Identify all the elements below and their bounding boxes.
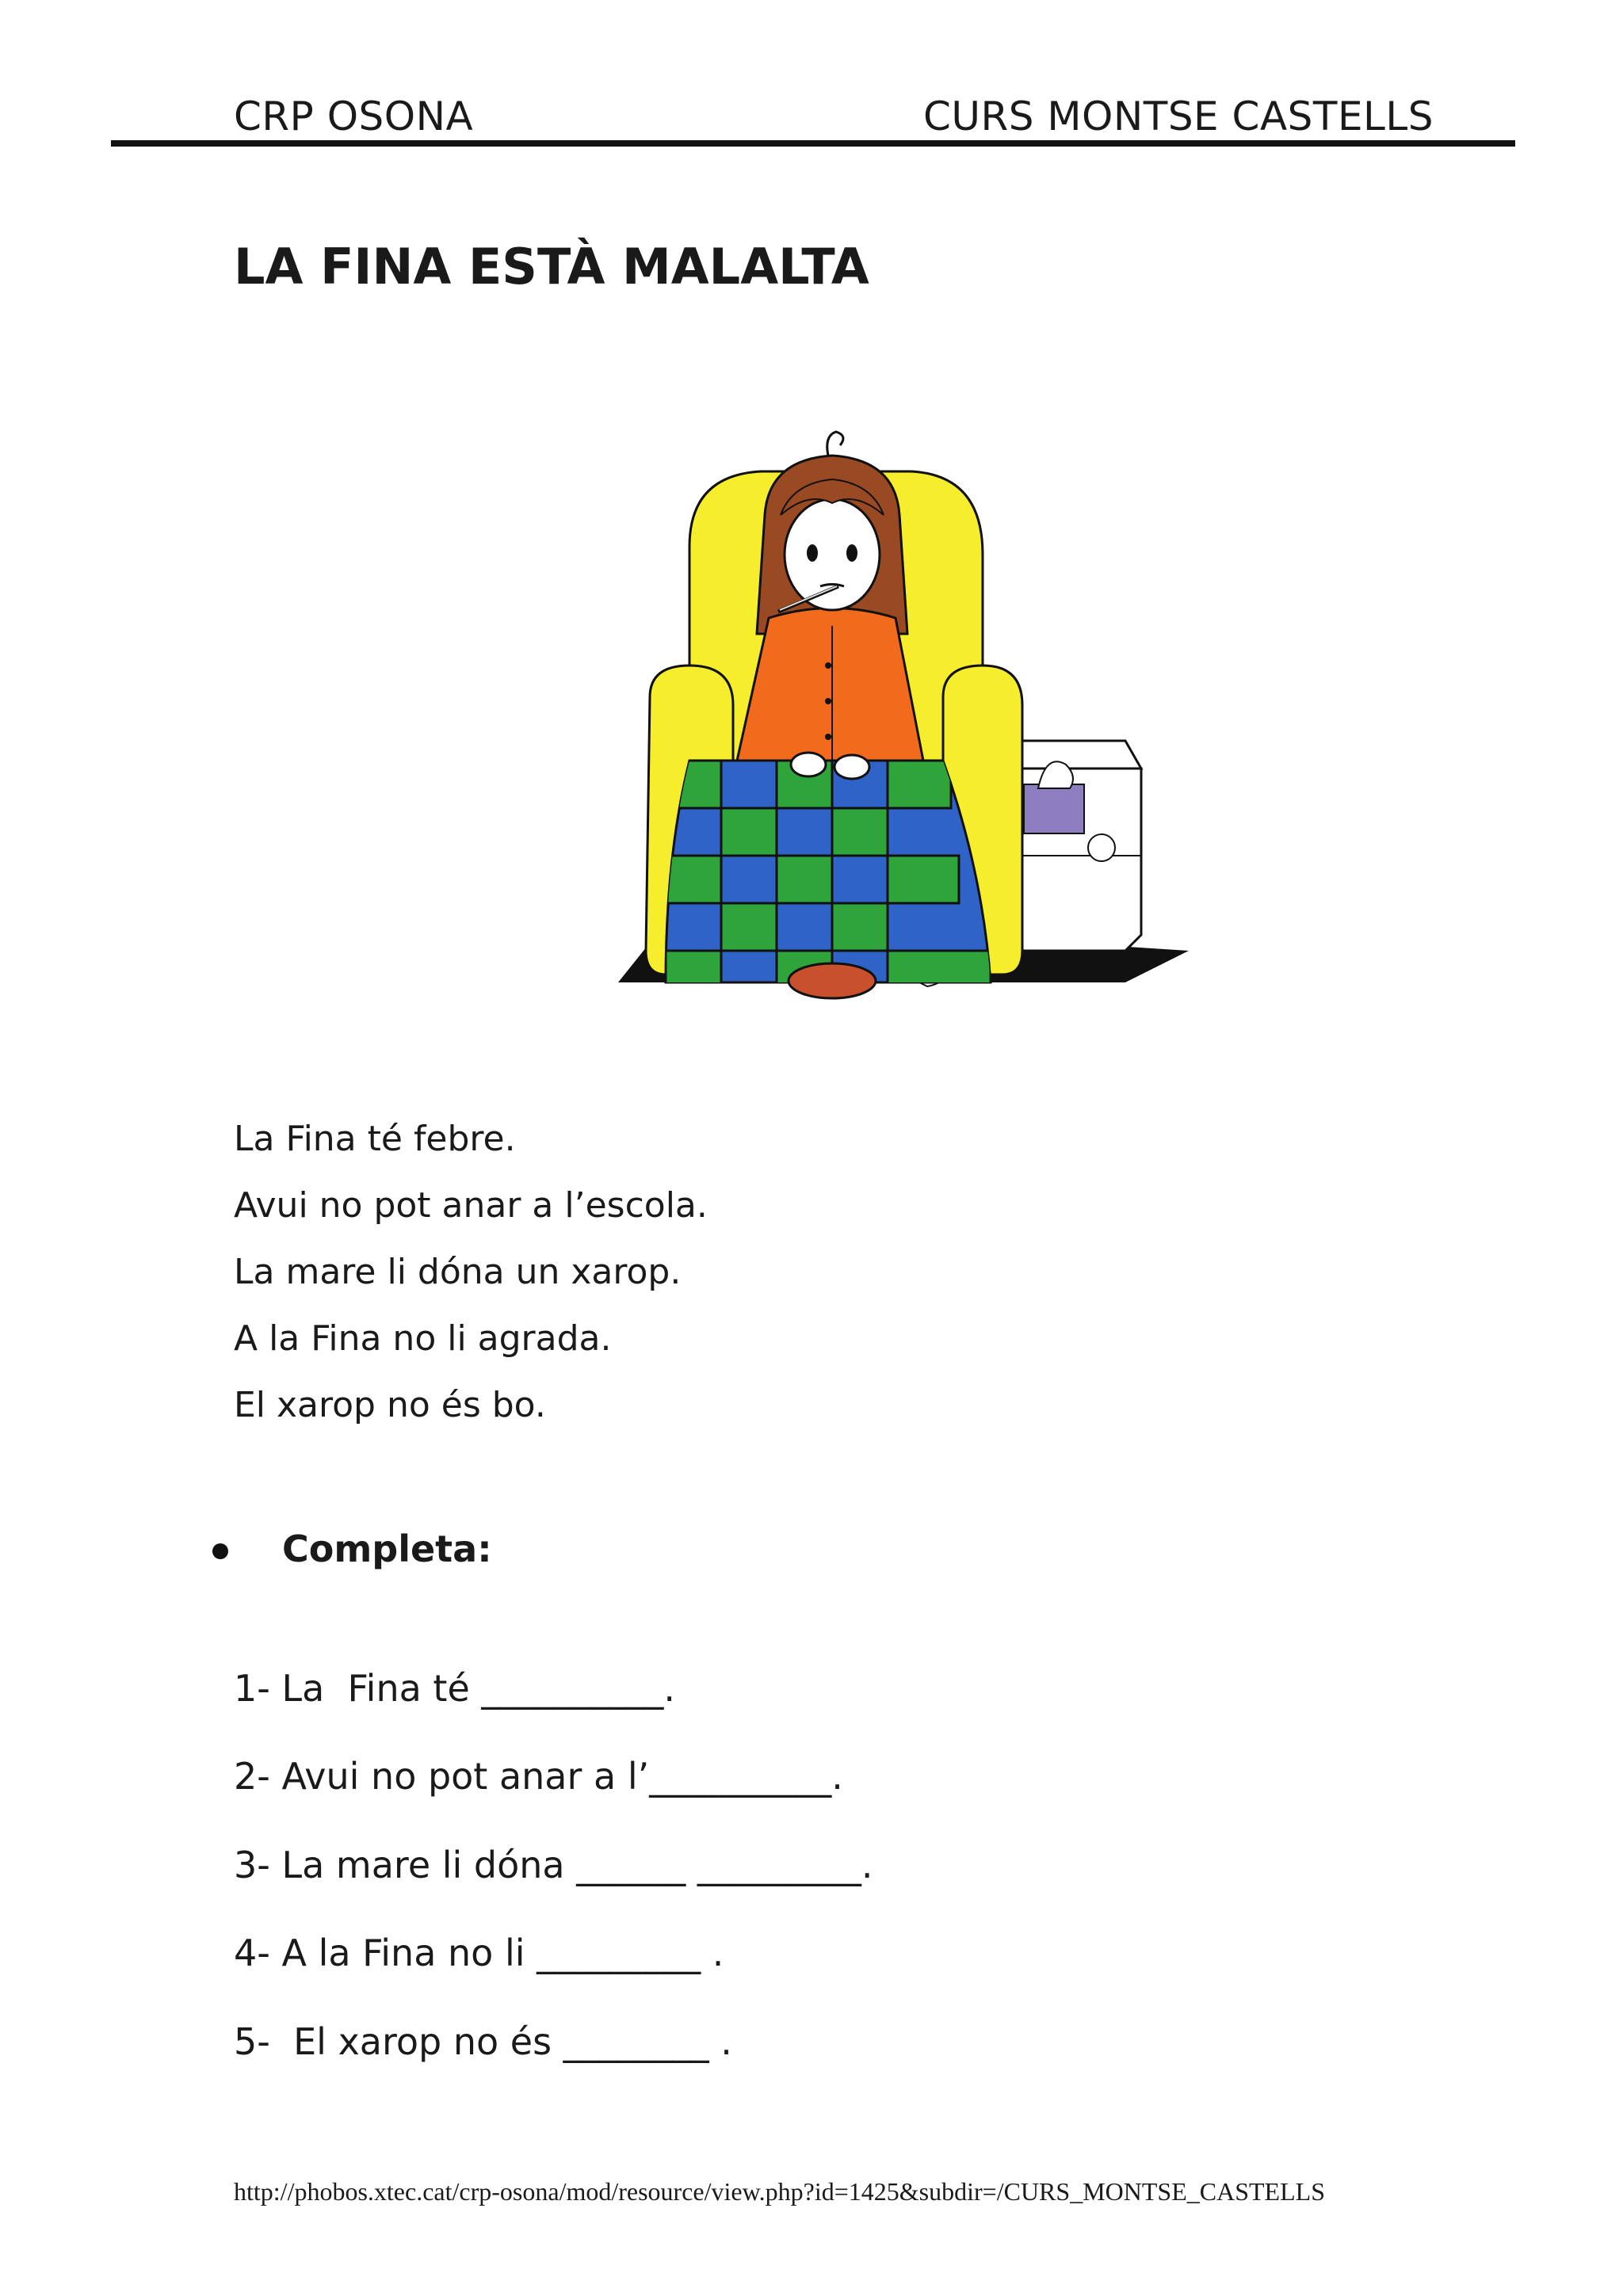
exercise-item: 5- El xarop no és ________ . xyxy=(234,2020,732,2063)
story-text xyxy=(234,1106,708,1439)
header-left: CRP OSONA xyxy=(234,93,474,139)
story-line: A la Fina no li agrada. xyxy=(234,1318,612,1359)
sick-girl-illustration xyxy=(571,428,1197,1014)
page-title: LA FINA ESTÀ MALALTA xyxy=(234,238,869,296)
illustrator-signature: CAROL xyxy=(1046,957,1084,970)
girl-face xyxy=(785,499,880,610)
exercise-item: 2- Avui no pot anar a l’__________. xyxy=(234,1755,843,1798)
tissue-box xyxy=(1024,784,1084,833)
exercise-item: 1- La Fina té __________. xyxy=(234,1667,675,1710)
exercise-item: 3- La mare li dóna ______ _________. xyxy=(234,1844,873,1886)
story-line: La mare li dóna un xarop. xyxy=(234,1252,682,1292)
exercise-item: 4- A la Fina no li _________ . xyxy=(234,1932,724,1974)
footer-url: http://phobos.xtec.cat/crp-osona/mod/resource/view.php?id=1425&subdir=/CURS_MONTSE_CASTELLS xyxy=(234,2177,1325,2206)
header-right: CURS MONTSE CASTELLS xyxy=(923,93,1434,139)
bullet-icon xyxy=(212,1543,228,1559)
story-line: El xarop no és bo. xyxy=(234,1385,546,1425)
header-rule xyxy=(111,140,1515,147)
slipper xyxy=(789,963,876,998)
story-line: Avui no pot anar a l’escola. xyxy=(234,1185,708,1226)
exercise-instruction: Completa: xyxy=(282,1527,492,1570)
story-line: La Fina té febre. xyxy=(234,1119,516,1159)
